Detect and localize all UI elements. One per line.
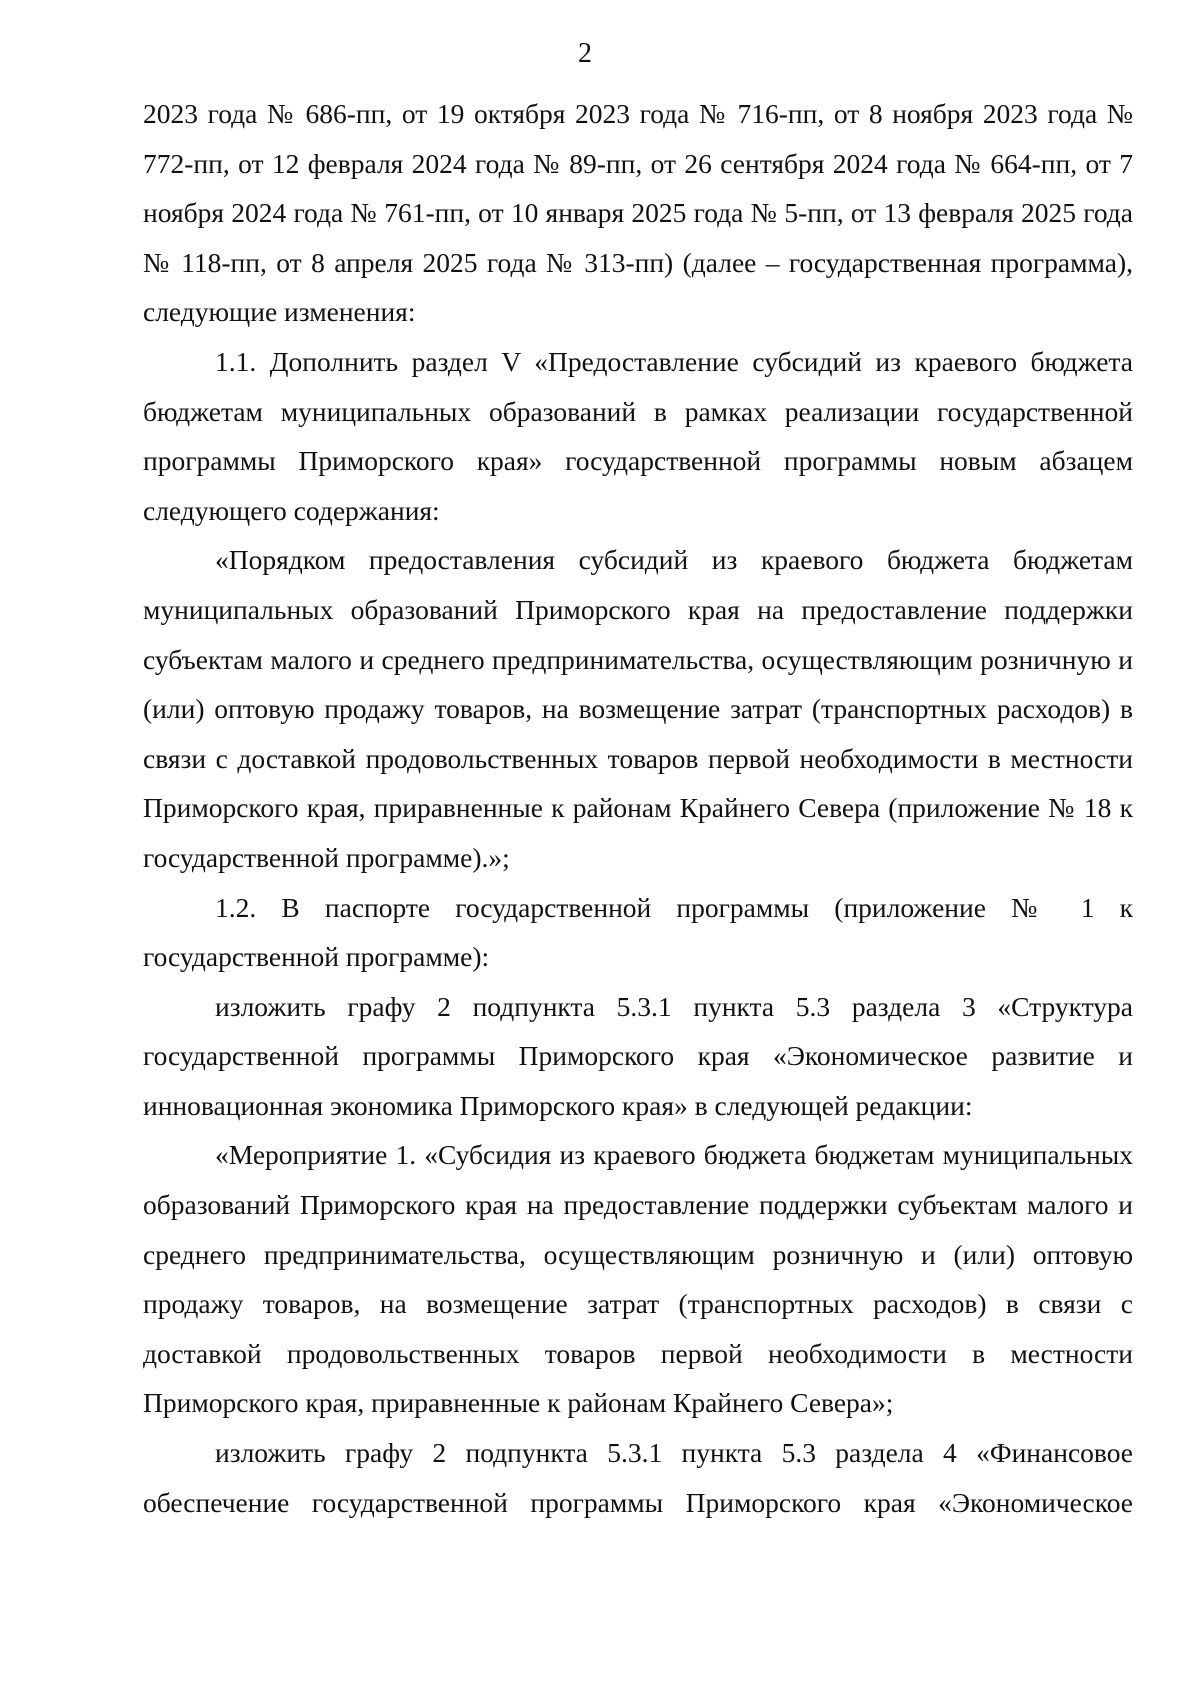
paragraph-structure-edit: изложить графу 2 подпункта 5.3.1 пункта 5.3 раздела 3 «Структура государственной программы Приморского края «Экономическое развитие и инновационная экономика Приморского края» в следующей редакции: bbox=[143, 990, 1133, 1121]
paragraph-intro-continuation: 2023 года № 686-пп, от 19 октября 2023 года № 716-пп, от 8 ноября 2023 года № 772-пп, от 12 февраля 2024 года № 89-пп, от 26 сентября 2024 года № 664-пп, от 7 ноября 2024 года № 761-пп, от 10 января 2025 года № 5-пп, от 13 февраля 2025 года № 118-пп, от 8 апреля 2025 года № 313-пп) (далее – государственная программа), следующие изменения: bbox=[143, 98, 1133, 328]
paragraph-finance-edit: изложить графу 2 подпункта 5.3.1 пункта 5.3 раздела 4 «Финансовое обеспечение государственной программы Приморского края «Экономическое bbox=[143, 1437, 1133, 1518]
paragraph-1-1: 1.1. Дополнить раздел V «Предоставление субсидий из краевого бюджета бюджетам муниципальных образований в рамках реализации государственной программы Приморского края» государственной программы новым абзацем следующего содержания: bbox=[143, 345, 1133, 526]
paragraph-1-2: 1.2. В паспорте государственной программы (приложение № 1 к государственной программе): bbox=[143, 891, 1133, 973]
document-body bbox=[143, 89, 1133, 1527]
paragraph-quoted-procedure: «Порядком предоставления субсидий из краевого бюджета бюджетам муниципальных образований Приморского края на предоставление поддержки субъектам малого и среднего предпринимательства, осуществляющим розничную и (или) оптовую продажу товаров, на возмещение затрат (транспортных расходов) в связи с доставкой продовольственных товаров первой необходимости в местности Приморского края, приравненные к районам Крайнего Севера (приложение № 18 к государственной программе).»; bbox=[143, 544, 1133, 873]
paragraph-quoted-measure: «Мероприятие 1. «Субсидия из краевого бюджета бюджетам муниципальных образований Приморского края на предоставление поддержки субъектам малого и среднего предпринимательства, осуществляющим розничную и (или) оптовую продажу товаров, на возмещение затрат (транспортных расходов) в связи с доставкой продовольственных товаров первой необходимости в местности Приморского края, приравненные к районам Крайнего Севера»; bbox=[143, 1139, 1133, 1419]
page-number: 2 bbox=[578, 38, 592, 69]
